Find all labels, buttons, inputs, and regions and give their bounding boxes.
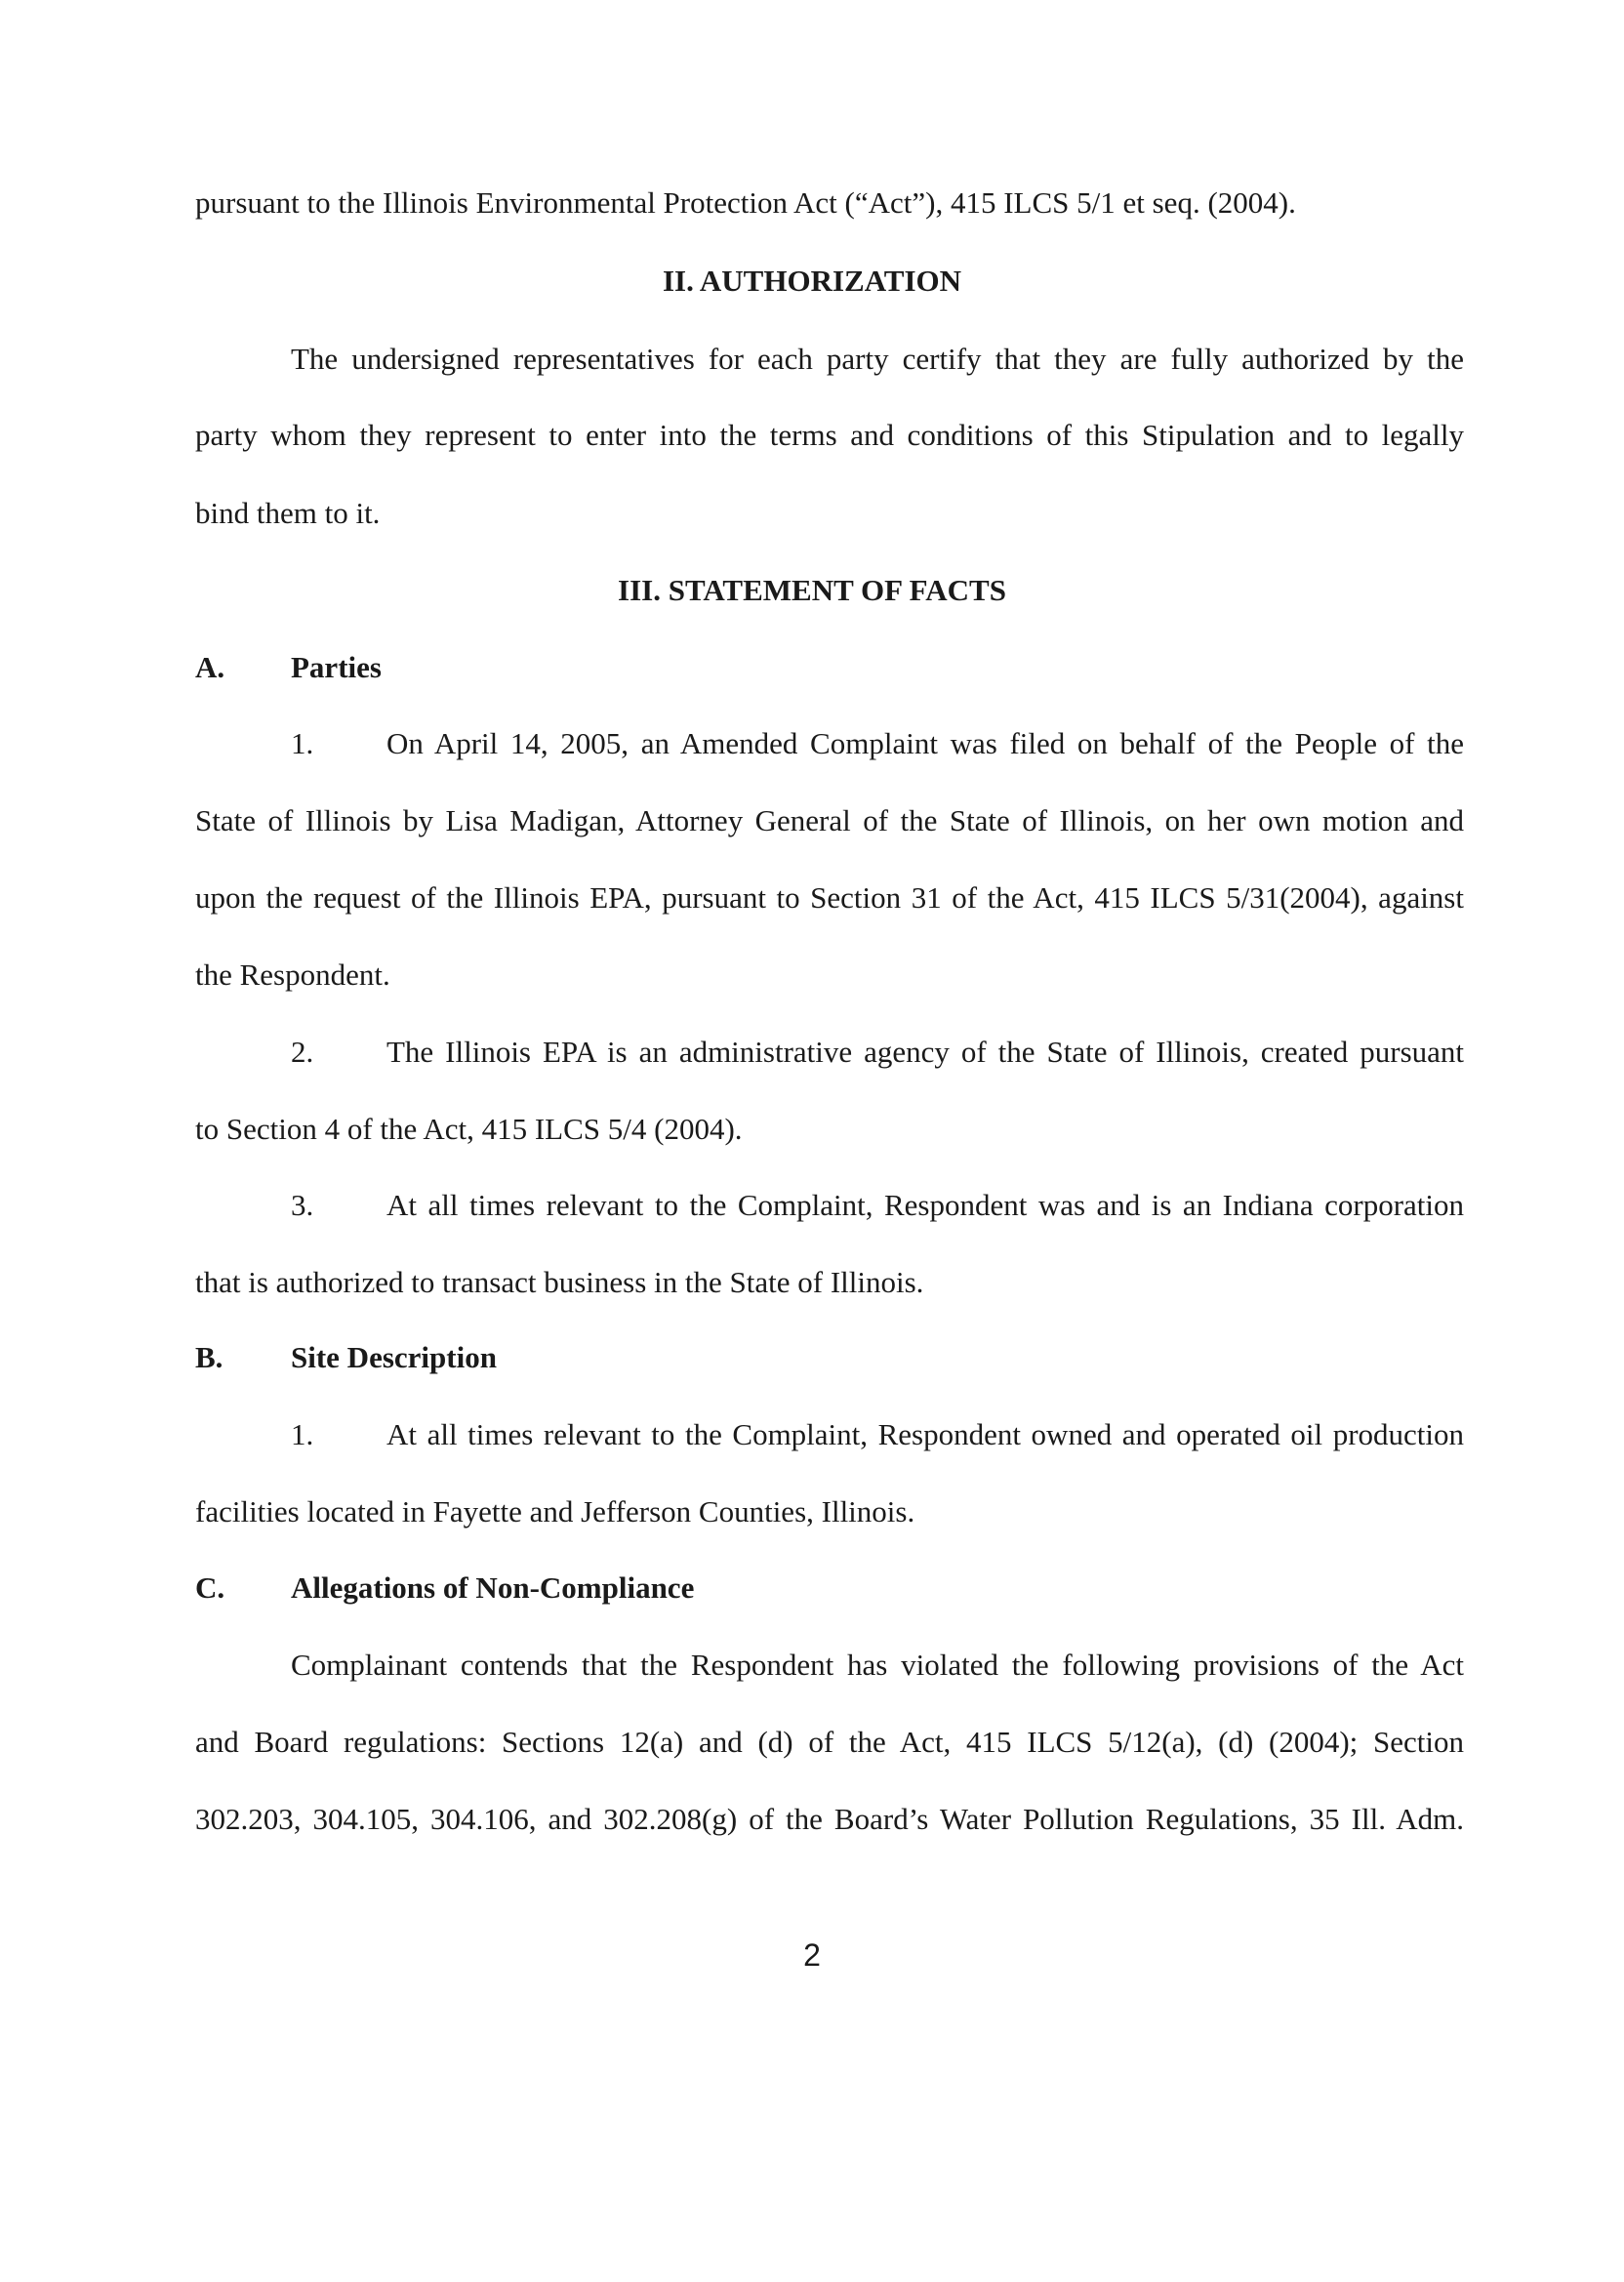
parties-p3-line-1: At all times relevant to the Complaint, Respondent was and is an Indiana corporation — [386, 1188, 1464, 1222]
paragraph-number: 1. — [291, 1417, 314, 1451]
subsection-letter-c: C. — [195, 1570, 225, 1605]
authorization-line-2: party whom they represent to enter into the terms and conditions of this Stipulation and to legally — [195, 418, 1464, 452]
allegations-line-3: 302.203, 304.105, 304.106, and 302.208(g) of the Board’s Water Pollution Regulations, 35 Ill. Adm. — [195, 1802, 1464, 1836]
site-p1-line-2: facilities located in Fayette and Jefferson Counties, Illinois. — [195, 1494, 915, 1528]
parties-p1-line-2: State of Illinois by Lisa Madigan, Attorney General of the State of Illinois, on her own motion and — [195, 803, 1464, 837]
allegations-line-2: and Board regulations: Sections 12(a) and (d) of the Act, 415 ILCS 5/12(a), (d) (2004); Section — [195, 1725, 1464, 1759]
parties-p1-line-3: upon the request of the Illinois EPA, pursuant to Section 31 of the Act, 415 ILCS 5/31(2004), against — [195, 880, 1464, 915]
paragraph-number: 1. — [291, 726, 314, 760]
parties-p2-line-1: The Illinois EPA is an administrative agency of the State of Illinois, created pursuant — [386, 1035, 1464, 1069]
page-number: 2 — [803, 1937, 821, 1973]
section-heading-authorization: II. AUTHORIZATION — [662, 264, 962, 298]
section-heading-statement-of-facts: III. STATEMENT OF FACTS — [618, 573, 1006, 607]
subsection-letter-b: B. — [195, 1340, 223, 1374]
subsection-title-parties: Parties — [291, 650, 382, 684]
site-p1-line-1: At all times relevant to the Complaint, Respondent owned and operated oil production — [386, 1417, 1464, 1451]
parties-p1-line-4: the Respondent. — [195, 958, 390, 992]
parties-p1-line-1: On April 14, 2005, an Amended Complaint was filed on behalf of the People of the — [386, 726, 1464, 760]
paragraph-number: 2. — [291, 1035, 314, 1069]
authorization-line-1: The undersigned representatives for each party certify that they are fully authorized by the — [291, 342, 1464, 376]
allegations-line-1: Complainant contends that the Respondent has violated the following provisions of the Act — [291, 1648, 1464, 1682]
subsection-letter-a: A. — [195, 650, 225, 684]
paragraph-number: 3. — [291, 1188, 314, 1222]
subsection-title-site-description: Site Description — [291, 1340, 497, 1374]
authorization-line-3: bind them to it. — [195, 496, 381, 530]
parties-p3-line-2: that is authorized to transact business in the State of Illinois. — [195, 1265, 924, 1299]
subsection-title-allegations: Allegations of Non-Compliance — [291, 1570, 695, 1605]
intro-line: pursuant to the Illinois Environmental Protection Act (“Act”), 415 ILCS 5/1 et seq. (2004). — [195, 185, 1296, 220]
parties-p2-line-2: to Section 4 of the Act, 415 ILCS 5/4 (2004). — [195, 1112, 743, 1146]
